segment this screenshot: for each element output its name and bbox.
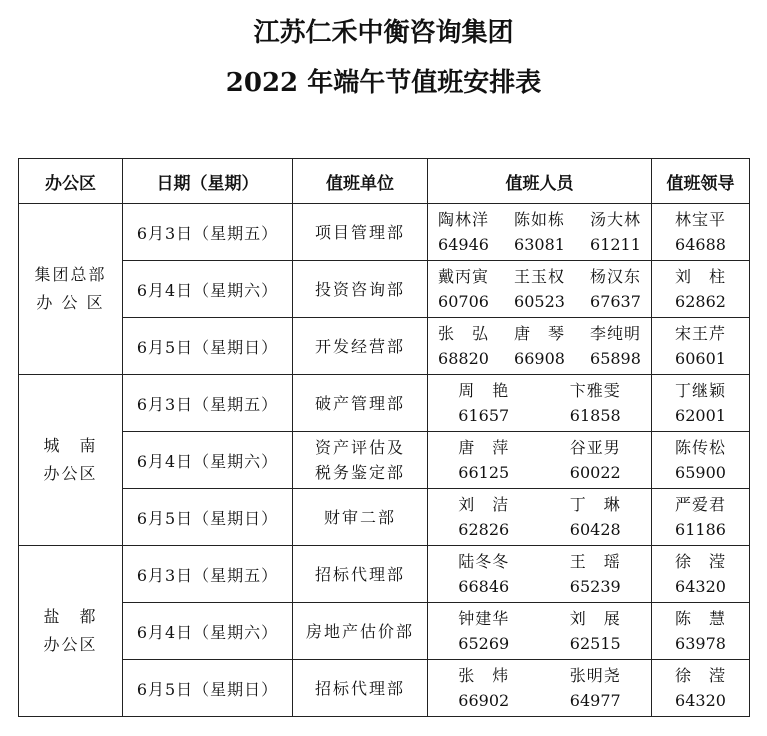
table-row (19, 261, 750, 318)
unit-name: 破产管理部 (314, 393, 405, 413)
leader-phone: 60601 (675, 349, 726, 368)
date-cell: 6月5日（星期日） (123, 318, 293, 375)
staff-phone: 64977 (569, 691, 621, 710)
staff-cell (428, 660, 652, 717)
leader-cell (652, 603, 750, 660)
staff-member (458, 492, 509, 542)
staff-name: 陈如栋 (513, 210, 565, 229)
date-cell: 6月5日（星期日） (123, 660, 293, 717)
date-cell: 6月4日（星期六） (123, 603, 293, 660)
leader-name: 严爱君 (674, 495, 726, 514)
date-cell: 6月4日（星期六） (123, 261, 293, 318)
staff-member (570, 435, 621, 485)
staff-name: 张 弘 (438, 324, 490, 343)
staff-phone: 65239 (569, 577, 621, 596)
table-row (19, 375, 750, 432)
staff-name: 周 艳 (458, 381, 510, 400)
leader-phone: 61186 (675, 520, 726, 539)
table-row (19, 660, 750, 717)
staff-phone: 65269 (458, 634, 510, 653)
header-staff: 值班人员 (428, 159, 652, 204)
staff-phone: 63081 (514, 235, 565, 254)
staff-member (570, 492, 621, 542)
staff-name: 唐 萍 (458, 438, 510, 457)
staff-member (570, 549, 621, 599)
leader-cell (652, 432, 750, 489)
staff-cell (428, 318, 652, 375)
unit-name: 财审二部 (323, 507, 396, 527)
area-name-line2: 办公区 (43, 464, 98, 483)
unit-name: 开发经营部 (314, 336, 405, 356)
staff-phone: 62826 (458, 520, 510, 539)
staff-cell (428, 546, 652, 603)
staff-phone: 67637 (590, 292, 641, 311)
table-row (19, 204, 750, 261)
staff-name: 刘 洁 (458, 495, 510, 514)
staff-name: 陶林洋 (438, 210, 490, 229)
staff-member (514, 207, 565, 257)
leader-cell (652, 660, 750, 717)
area-name-line1: 集团总部 (34, 265, 107, 284)
leader-phone: 64320 (675, 691, 726, 710)
staff-member (570, 378, 621, 428)
unit-cell (293, 603, 428, 660)
date-cell: 6月3日（星期五） (123, 375, 293, 432)
staff-phone: 66125 (458, 463, 510, 482)
staff-name: 刘 展 (569, 609, 621, 628)
staff-name: 丁 琳 (569, 495, 621, 514)
staff-name: 卞雅雯 (569, 381, 621, 400)
unit-cell (293, 432, 428, 489)
staff-member (590, 321, 641, 371)
table-row (19, 432, 750, 489)
unit-name: 招标代理部 (314, 678, 405, 698)
unit-name: 资产评估及 (314, 438, 405, 457)
staff-phone: 65898 (590, 349, 641, 368)
staff-phone: 61858 (569, 406, 621, 425)
staff-member (438, 321, 489, 371)
unit-cell (293, 261, 428, 318)
leader-cell (652, 489, 750, 546)
staff-name: 汤大林 (589, 210, 641, 229)
unit-name: 房地产估价部 (305, 621, 414, 641)
staff-member (590, 207, 641, 257)
table-row (19, 546, 750, 603)
leader-name: 陈 慧 (674, 609, 726, 628)
date-cell: 6月4日（星期六） (123, 432, 293, 489)
staff-member (514, 321, 565, 371)
staff-name: 李纯明 (589, 324, 641, 343)
staff-name: 谷亚男 (569, 438, 621, 457)
unit-cell (293, 375, 428, 432)
leader-cell (652, 546, 750, 603)
leader-name: 徐 滢 (674, 552, 726, 571)
staff-cell (428, 261, 652, 318)
leader-cell (652, 261, 750, 318)
staff-phone: 68820 (438, 349, 489, 368)
staff-member (458, 435, 509, 485)
header-leader: 值班领导 (652, 159, 750, 204)
staff-phone: 66902 (458, 691, 510, 710)
leader-phone: 64320 (675, 577, 726, 596)
date-cell: 6月3日（星期五） (123, 204, 293, 261)
staff-name: 杨汉东 (589, 267, 641, 286)
staff-cell (428, 489, 652, 546)
area-name-line2: 办 公 区 (36, 293, 105, 312)
staff-phone: 61211 (590, 235, 641, 254)
date-cell: 6月5日（星期日） (123, 489, 293, 546)
staff-name: 张明尧 (569, 666, 621, 685)
leader-phone: 64688 (675, 235, 726, 254)
staff-member (458, 663, 509, 713)
staff-name: 戴丙寅 (438, 267, 490, 286)
staff-member (458, 606, 509, 656)
unit-name: 项目管理部 (314, 222, 405, 242)
leader-cell (652, 204, 750, 261)
document-subtitle: 2022 年端午节值班安排表 (225, 68, 542, 98)
table-row (19, 603, 750, 660)
staff-member (570, 606, 621, 656)
table-row (19, 489, 750, 546)
unit-cell (293, 546, 428, 603)
header-unit: 值班单位 (293, 159, 428, 204)
area-cell (19, 375, 123, 546)
header-area: 办公区 (19, 159, 123, 204)
leader-name: 丁继颖 (674, 381, 726, 400)
duty-schedule-table (18, 158, 750, 717)
table-row (19, 318, 750, 375)
staff-phone: 61657 (458, 406, 510, 425)
unit-name: 投资咨询部 (314, 279, 405, 299)
staff-cell (428, 432, 652, 489)
leader-name: 林宝平 (674, 210, 726, 229)
unit-cell (293, 318, 428, 375)
header-date: 日期（星期） (123, 159, 293, 204)
staff-phone: 60428 (569, 520, 621, 539)
leader-phone: 62001 (675, 406, 726, 425)
staff-member (438, 264, 489, 314)
leader-name: 徐 滢 (674, 666, 726, 685)
leader-name: 陈传松 (674, 438, 726, 457)
staff-phone: 60706 (438, 292, 489, 311)
staff-phone: 64946 (438, 235, 489, 254)
date-cell: 6月3日（星期五） (123, 546, 293, 603)
area-cell (19, 546, 123, 717)
unit-cell (293, 660, 428, 717)
table-header-row (19, 159, 750, 204)
staff-member (570, 663, 621, 713)
staff-name: 钟建华 (458, 609, 510, 628)
staff-name: 唐 琴 (513, 324, 565, 343)
document-title: 江苏仁禾中衡咨询集团 (253, 18, 514, 48)
staff-phone: 62515 (569, 634, 621, 653)
staff-member (458, 549, 509, 599)
staff-name: 王 瑶 (569, 552, 621, 571)
leader-cell (652, 318, 750, 375)
unit-name: 税务鉴定部 (314, 463, 405, 482)
area-name-line1: 盐 都 (43, 607, 98, 626)
unit-name: 招标代理部 (314, 564, 405, 584)
unit-cell (293, 204, 428, 261)
staff-cell (428, 603, 652, 660)
unit-cell (293, 489, 428, 546)
staff-member (458, 378, 509, 428)
staff-cell (428, 204, 652, 261)
leader-name: 宋王芹 (674, 324, 726, 343)
staff-name: 王玉权 (513, 267, 565, 286)
staff-phone: 66846 (458, 577, 510, 596)
leader-phone: 65900 (675, 463, 726, 482)
area-name-line1: 城 南 (43, 436, 98, 455)
staff-phone: 60523 (514, 292, 565, 311)
leader-phone: 63978 (675, 634, 726, 653)
leader-phone: 62862 (675, 292, 726, 311)
leader-cell (652, 375, 750, 432)
staff-phone: 60022 (569, 463, 621, 482)
area-name-line2: 办公区 (43, 635, 98, 654)
staff-name: 陆冬冬 (458, 552, 510, 571)
staff-name: 张 炜 (458, 666, 510, 685)
staff-member (514, 264, 565, 314)
staff-cell (428, 375, 652, 432)
leader-name: 刘 柱 (674, 267, 726, 286)
staff-member (590, 264, 641, 314)
staff-phone: 66908 (514, 349, 565, 368)
staff-member (438, 207, 489, 257)
area-cell (19, 204, 123, 375)
